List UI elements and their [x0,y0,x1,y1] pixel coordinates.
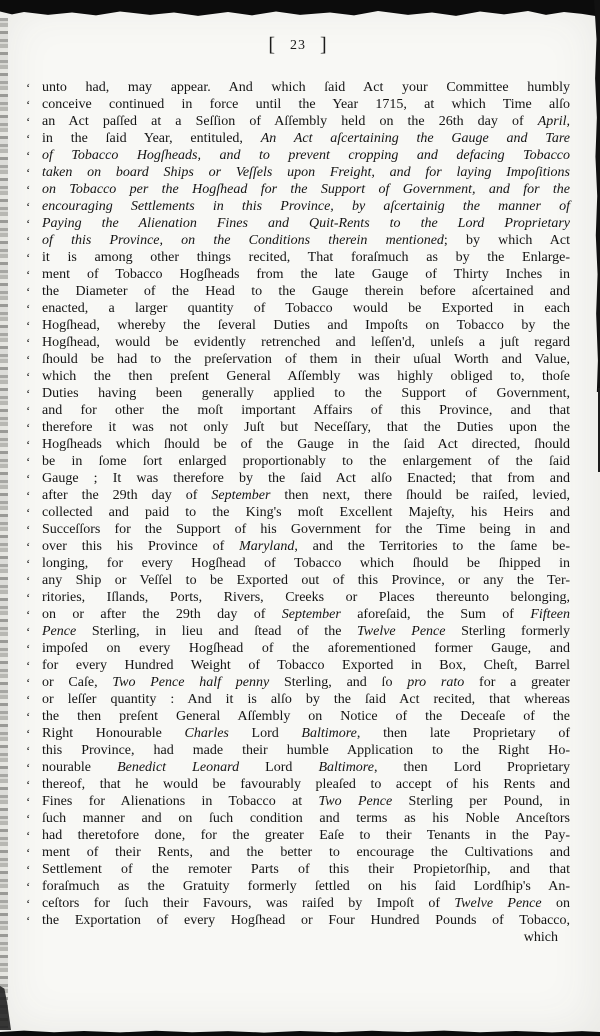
text-line [26,538,570,555]
line-text: ſuch manner and on ſuch condition and terms as his Noble Anceſtors [42,811,570,826]
line-quote-mark: ‘ [26,777,31,792]
line-quote-mark: ‘ [26,386,31,401]
line-text: on Tobacco per the Hogſhead for the Support of Government, and for the [42,182,570,197]
line-text: had theretofore done, for the greater Eaſe to their Tenants in the Pay- [42,828,570,843]
text-line [26,861,570,878]
line-text: the Diameter of the Head to the Gauge therein before aſcertained and [42,284,570,299]
line-quote-mark: ‘ [26,471,31,486]
line-text: an Act paſſed at a Seſſion of Aſſembly held on the 26th day of April, [42,114,570,129]
line-text: ritories, Iſlands, Ports, Rivers, Creeks or Places thereunto belonging, [42,590,570,605]
text-line [26,436,570,453]
text-line [26,912,570,929]
text-line [26,793,570,810]
text-line [26,215,570,232]
line-quote-mark: ‘ [26,573,31,588]
line-text: Right Honourable Charles Lord Baltimore, then late Proprietary of [42,726,570,741]
catchword-line [26,929,570,946]
text-line [26,572,570,589]
line-text: or Caſe, Two Pence half penny Sterling, and ſo pro rato for a greater [42,675,570,690]
line-quote-mark: ‘ [26,709,31,724]
line-quote-mark: ‘ [26,743,31,758]
line-text: taken on board Ships or Veſſels upon Freight, and for laying Impoſitions [42,165,570,180]
scan-right-edge-artifact [593,0,600,392]
text-line [26,266,570,283]
text-line [26,878,570,895]
text-line [26,181,570,198]
line-text: Fines for Alienations in Tobacco at Two Pence Sterling per Pound, in [42,794,571,809]
line-quote-mark: ‘ [26,624,31,639]
line-quote-mark: ‘ [26,845,31,860]
line-text: in the ſaid Year, entituled, An Act aſcertaining the Gauge and Tare [42,131,570,146]
line-text: any Ship or Veſſel to be Exported out of this Province, or any the Ter- [42,573,570,588]
line-text: after the 29th day of September then next, there ſhould be raiſed, levied, [42,488,570,503]
line-text: this Province, had made their humble Application to the Right Ho- [42,743,570,758]
text-line [26,419,570,436]
line-text: longing, for every Hogſhead of Tobacco which ſhould be ſhipped in [42,556,570,571]
line-quote-mark: ‘ [26,97,31,112]
line-quote-mark: ‘ [26,811,31,826]
text-line [26,810,570,827]
line-quote-mark: ‘ [26,233,31,248]
line-text: which the then preſent General Aſſembly was highly obliged to, thoſe [42,369,570,384]
line-quote-mark: ‘ [26,828,31,843]
line-quote-mark: ‘ [26,454,31,469]
line-quote-mark: ‘ [26,318,31,333]
text-line [26,249,570,266]
text-line [26,776,570,793]
line-quote-mark: ‘ [26,182,31,197]
line-text: ceſtors for ſuch their Favours, was raiſed by Impoſt of Twelve Pence on [42,896,570,911]
line-quote-mark: ‘ [26,216,31,231]
line-quote-mark: ‘ [26,284,31,299]
line-quote-mark: ‘ [26,879,31,894]
line-text: Hogſhead, whereby the ſeveral Duties and Impoſts on Tobacco by the [42,318,570,333]
folio-bracket-left: [ [268,34,276,56]
text-line [26,96,570,113]
line-quote-mark: ‘ [26,114,31,129]
line-text: the Exportation of every Hogſhead or Four Hundred Pounds of Tobacco, [42,913,570,928]
folio-page-number: 23 [290,38,306,53]
text-line [26,521,570,538]
line-quote-mark: ‘ [26,488,31,503]
text-line [26,504,570,521]
line-text: for every Hundred Weight of Tobacco Exported in Box, Cheſt, Barrel [42,658,570,673]
line-quote-mark: ‘ [26,658,31,673]
text-line [26,470,570,487]
line-text: collected and paid to the King's moſt Excellent Majeſty, his Heirs and [42,505,570,520]
line-quote-mark: ‘ [26,369,31,384]
text-line [26,691,570,708]
line-quote-mark: ‘ [26,403,31,418]
page-content [26,34,570,946]
line-quote-mark: ‘ [26,556,31,571]
line-quote-mark: ‘ [26,726,31,741]
line-quote-mark: ‘ [26,420,31,435]
line-text: therefore it was not only Juſt but Neceſſary, that the Duties upon the [42,420,570,435]
line-text: be in ſome ſort enlarged proportionably to the enlargement of the ſaid [42,454,570,469]
line-quote-mark: ‘ [26,641,31,656]
line-text: Hogſhead, would be evidently retrenched and leſſen'd, unleſs a juſt regard [42,335,570,350]
scan-left-film-edge [0,18,8,1028]
text-line [26,640,570,657]
text-line [26,555,570,572]
text-line [26,351,570,368]
text-line [26,453,570,470]
text-line [26,708,570,725]
line-quote-mark: ‘ [26,165,31,180]
line-text: thereof, that he would be favourably pleaſed to accept of his Rents and [42,777,570,792]
line-quote-mark: ‘ [26,913,31,928]
text-line [26,334,570,351]
line-text: enacted, a larger quantity of Tobacco would be Exported in each [42,301,570,316]
text-line [26,759,570,776]
line-quote-mark: ‘ [26,199,31,214]
line-quote-mark: ‘ [26,607,31,622]
line-quote-mark: ‘ [26,335,31,350]
text-line [26,487,570,504]
line-text: impoſed on every Hogſhead of the aforementioned former Gauge, and [42,641,570,656]
text-line [26,844,570,861]
text-line [26,232,570,249]
scan-bottom-edge-artifact [0,1027,600,1036]
text-line [26,589,570,606]
text-line [26,674,570,691]
line-text: foraſmuch as the Gratuity formerly ſettled on his ſaid Lordſhip's An- [42,879,570,894]
scan-top-torn-edge [0,0,600,24]
text-line [26,725,570,742]
line-text: Hogſheads which ſhould be of the Gauge in the ſaid Act directed, ſhould [42,437,570,452]
line-quote-mark: ‘ [26,250,31,265]
page-number-folio [26,34,570,64]
line-text: of Tobacco Hogſheads, and to prevent cropping and defacing Tobacco [42,148,570,163]
line-text: ſhould be had to the preſervation of them in their uſual Worth and Value, [42,352,570,367]
line-quote-mark: ‘ [26,505,31,520]
text-line [26,130,570,147]
line-quote-mark: ‘ [26,794,31,809]
line-quote-mark: ‘ [26,896,31,911]
line-quote-mark: ‘ [26,692,31,707]
text-line [26,300,570,317]
line-text: Pence Sterling, in lieu and ſtead of the Twelve Pence Sterling formerly [42,624,571,639]
line-text: ment of Tobacco Hogſheads from the late Gauge of Thirty Inches in [42,267,570,282]
line-text: the then preſent General Aſſembly on Notice of the Deceaſe of the [42,709,570,724]
line-quote-mark: ‘ [26,539,31,554]
line-text: it is among other things recited, That foraſmuch as by the Enlarge- [42,250,570,265]
text-line [26,385,570,402]
line-quote-mark: ‘ [26,675,31,690]
line-quote-mark: ‘ [26,437,31,452]
line-text: encouraging Settlements in this Province, by aſcertainig the manner of [42,199,570,214]
text-line [26,827,570,844]
text-block [26,79,570,929]
line-text: and for other the moſt important Affairs of this Province, and that [42,403,570,418]
line-text: over this his Province of Maryland, and the Territories to the ſame be- [42,539,570,554]
line-quote-mark: ‘ [26,862,31,877]
line-text: or leſſer quantity : And it is alſo by the ſaid Act recited, that whereas [42,692,570,707]
text-line [26,113,570,130]
line-quote-mark: ‘ [26,267,31,282]
text-line [26,623,570,640]
line-text: Settlement of the remoter Parts of this their Propietorſhip, and that [42,862,570,877]
text-line [26,895,570,912]
line-text: Duties having been generally applied to the Support of Government, [42,386,570,401]
text-line [26,283,570,300]
line-text: on or after the 29th day of September aforeſaid, the Sum of Fifteen [42,607,570,622]
text-line [26,606,570,623]
text-line [26,402,570,419]
line-text: conceive continued in force until the Year 1715, at which Time alſo [42,97,570,112]
line-text: Succeſſors for the Support of his Government for the Time being in and [42,522,570,537]
line-quote-mark: ‘ [26,131,31,146]
line-text: of this Province, on the Conditions therein mentioned; by which Act [42,233,571,248]
line-text: nourable Benedict Leonard Lord Baltimore, then Lord Proprietary [42,760,571,775]
text-line [26,147,570,164]
line-text: unto had, may appear. And which ſaid Act your Committee humbly [42,80,570,95]
line-quote-mark: ‘ [26,590,31,605]
line-text: Paying the Alienation Fines and Quit-Rents to the Lord Proprietary [42,216,570,231]
text-line [26,742,570,759]
line-text: Gauge ; It was therefore by the ſaid Act alſo Enacted; that from and [42,471,570,486]
line-quote-mark: ‘ [26,301,31,316]
text-line [26,368,570,385]
text-line [26,317,570,334]
line-quote-mark: ‘ [26,352,31,367]
catchword: which [523,930,558,945]
text-line [26,657,570,674]
text-line [26,198,570,215]
text-line [26,164,570,181]
line-quote-mark: ‘ [26,760,31,775]
line-text: ment of their Rents, and the better to encourage the Cultivations and [42,845,570,860]
folio-bracket-right: ] [320,34,328,56]
line-quote-mark: ‘ [26,522,31,537]
line-quote-mark: ‘ [26,148,31,163]
line-quote-mark: ‘ [26,80,31,95]
text-line [26,79,570,96]
